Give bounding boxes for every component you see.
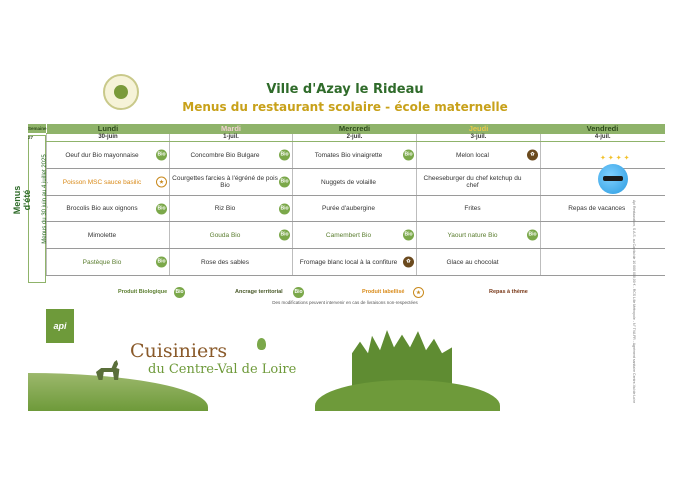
brand-region: du Centre-Val de Loire	[148, 362, 297, 377]
date-header-monday: 30-juin	[47, 134, 170, 142]
legend-territorial: Ancrage territorial	[235, 289, 283, 295]
menu-cell: Pastèque Bio Bio	[47, 249, 170, 276]
day-header-wednesday: Mercredi	[293, 124, 417, 134]
bio-badge-icon: Bio	[279, 230, 290, 241]
globe-icon	[598, 164, 628, 194]
menu-cell: Concombre Bio Bulgare Bio	[170, 142, 293, 169]
bio-badge-icon: Bio	[279, 203, 290, 214]
menu-cell: Repas de vacances	[541, 196, 665, 222]
label-badge-icon: ★	[156, 177, 167, 188]
legend-bio-badge-icon: Bio	[174, 287, 185, 298]
menu-cell: Gouda Bio Bio	[170, 222, 293, 249]
menu-cell: Brocolis Bio aux oignons Bio	[47, 196, 170, 222]
bio-badge-icon: Bio	[156, 150, 167, 161]
menu-cell: Frites	[417, 196, 541, 222]
menu-cell: Mimolette	[47, 222, 170, 249]
menu-cell: Poisson MSC sauce basilic ★	[47, 169, 170, 196]
bio-badge-icon: Bio	[156, 203, 167, 214]
date-header-thursday: 3-juil.	[417, 134, 541, 142]
side-label: Menus d'été	[12, 185, 32, 215]
bio-badge-icon: Bio	[156, 257, 167, 268]
menu-cell: Tomates Bio vinaigrette Bio	[293, 142, 417, 169]
menu-cell	[541, 222, 665, 249]
bio-badge-icon: Bio	[403, 150, 414, 161]
legend-bio: Produit Biologique	[118, 289, 168, 295]
legend-labelled: Produit labellisé	[362, 289, 405, 295]
menu-cell: Glace au chocolat	[417, 249, 541, 276]
menu-table	[46, 124, 665, 276]
week-label: Semaine 27	[28, 126, 47, 140]
side-dates: Menus du 30 juin au 4 juillet 2025	[42, 154, 48, 244]
bio-badge-icon: Bio	[279, 150, 290, 161]
day-header-thursday: Jeudi	[417, 124, 541, 134]
menu-cell: Riz Bio Bio	[170, 196, 293, 222]
page-subtitle: Menus du restaurant scolaire - école maternelle	[182, 100, 508, 114]
bio-badge-icon: Bio	[527, 230, 538, 241]
api-logo: api	[46, 309, 74, 343]
legend-label-badge-icon: ★	[413, 287, 424, 298]
legal-text: Api Restauration, S.A.S. au Capital de 10 000 000,00 € - RCS Lille Métropole - N° TVA FR - Agrément sanitaire Centre-Val de Loire	[632, 200, 636, 404]
disclaimer-note: Des modifications peuvent intervenir en cas de livraisons non-respectées	[272, 300, 418, 305]
menu-cell: Rose des sables	[170, 249, 293, 276]
page-title: Ville d'Azay le Rideau	[266, 82, 424, 97]
date-header-wednesday: 2-juil.	[293, 134, 417, 142]
day-header-tuesday: Mardi	[170, 124, 293, 134]
bio-badge-icon: Bio	[403, 230, 414, 241]
menu-cell: Fromage blanc local à la confiture ✿	[293, 249, 417, 276]
date-header-tuesday: 1-juil.	[170, 134, 293, 142]
menu-cell: Cheeseburger du chef ketchup du chef	[417, 169, 541, 196]
menu-cell: Courgettes farcies à l'égréné de pois Bio Bio	[170, 169, 293, 196]
day-header-friday: Vendredi	[541, 124, 665, 134]
brand-name: Cuisiniers	[130, 340, 228, 362]
sun-rays-icon: ✦✦✦✦	[600, 155, 632, 162]
territorial-badge-icon: ✿	[527, 150, 538, 161]
territorial-badge-icon: ✿	[403, 257, 414, 268]
day-header-monday: Lundi	[47, 124, 170, 134]
bio-badge-icon: Bio	[279, 177, 290, 188]
menu-cell: Camembert Bio Bio	[293, 222, 417, 249]
menu-cell	[541, 249, 665, 276]
menu-cell: Oeuf dur Bio mayonnaise Bio	[47, 142, 170, 169]
balloon-icon	[257, 338, 266, 350]
menu-cell: Nuggets de volaille	[293, 169, 417, 196]
menu-cell: Yaourt nature Bio Bio	[417, 222, 541, 249]
legend-theme: Repas à thème	[489, 289, 528, 295]
menu-cell: Melon local ✿	[417, 142, 541, 169]
legend-territorial-badge-icon: Bio	[293, 287, 304, 298]
menu-cell: Purée d'aubergine	[293, 196, 417, 222]
date-header-friday: 4-juil.	[541, 134, 665, 142]
